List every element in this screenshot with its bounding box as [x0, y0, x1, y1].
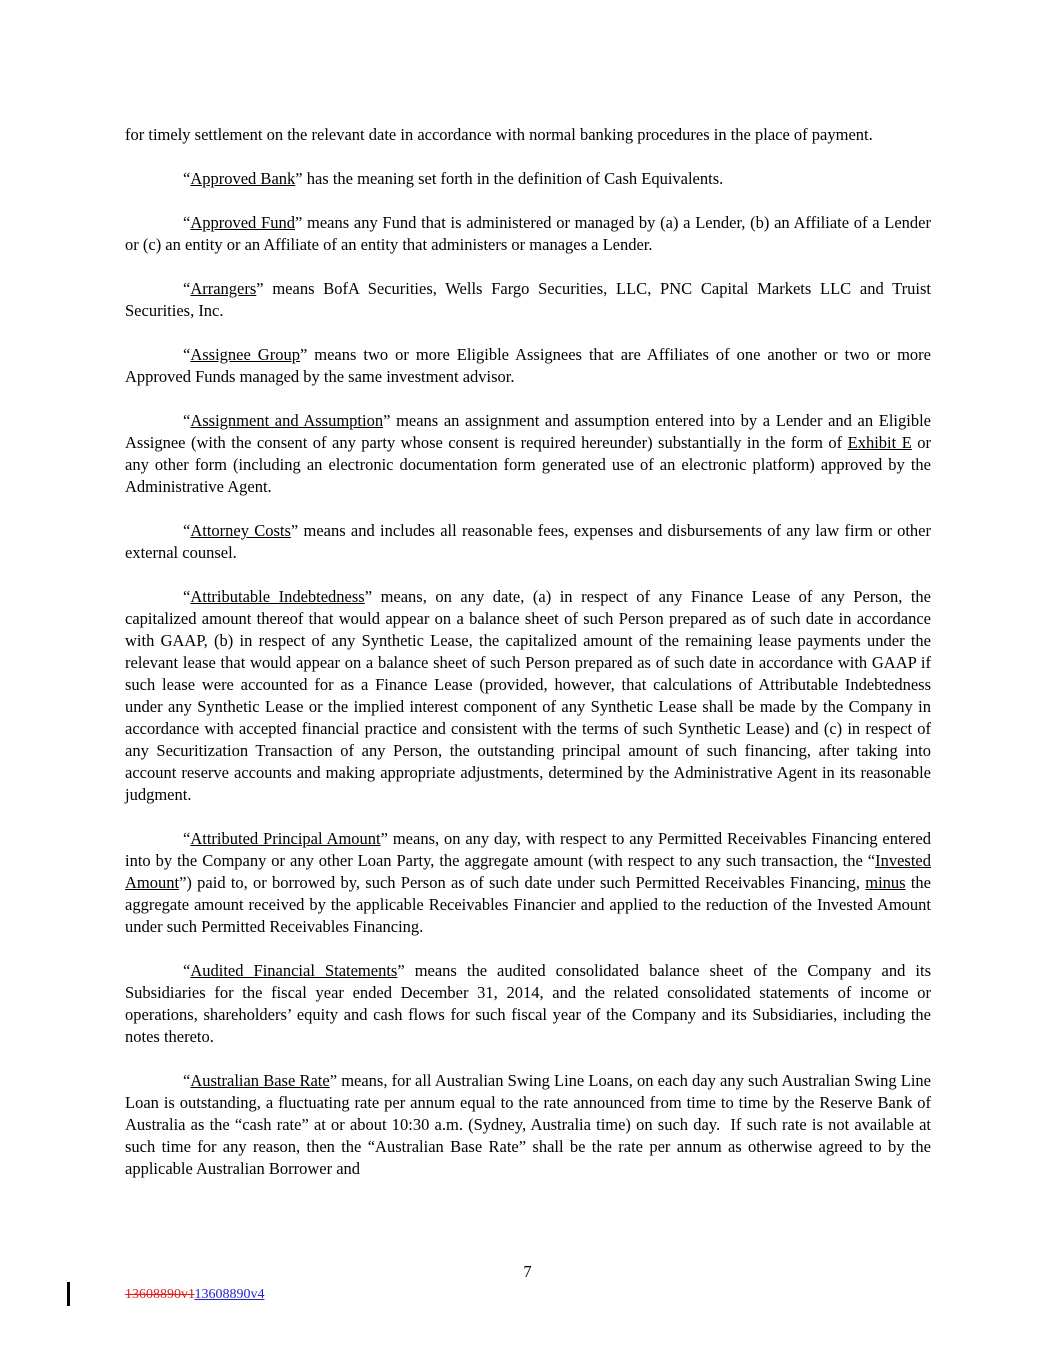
paragraph — [125, 344, 931, 388]
paragraph — [125, 168, 931, 190]
page-number: 7 — [523, 1262, 532, 1281]
text-segment: “ — [183, 587, 191, 606]
text-segment: ”) paid to, or borrowed by, such Person as of such date under such Permitted Receivables Financing, — [179, 873, 866, 892]
text-segment: “ — [183, 411, 191, 430]
defined-term: Assignee Group — [190, 345, 300, 364]
document-body — [125, 124, 931, 1202]
paragraph — [125, 520, 931, 564]
text-segment: ” means the audited consolidated balance sheet of the Company and its Subsidiaries for the fiscal year ended December 31, 2014, and the related consolidated statements of income or operations, shareholders’ equity and cash flows for such fiscal year of the Company and its Subsidiaries, including the notes thereto. — [125, 961, 931, 1046]
text-segment: “ — [183, 279, 191, 298]
defined-term: minus — [865, 873, 906, 892]
defined-term: Approved Bank — [190, 169, 296, 188]
text-segment: “ — [183, 1071, 191, 1090]
defined-term: Exhibit E — [847, 433, 912, 452]
revision-id-new: 13608890v4 — [194, 1287, 265, 1302]
defined-term: Approved Fund — [190, 213, 295, 232]
text-segment: the aggregate amount received by the applicable Receivables Financier and applied to the reduction of the Invested Amount under such Permitted Receivables Financing. — [125, 873, 931, 936]
paragraph — [125, 212, 931, 256]
defined-term: Assignment and Assumption — [190, 411, 384, 430]
text-segment: ” means two or more Eligible Assignees that are Affiliates of one another or two or more Approved Funds managed by the same investment advisor. — [125, 345, 931, 386]
text-segment: ” means an assignment and assumption entered into by a Lender and an Eligible Assignee (with the consent of any party whose consent is required hereunder) substantially in the form of — [125, 411, 931, 452]
defined-term: Australian Base Rate — [190, 1071, 330, 1090]
text-segment: ” means, for all Australian Swing Line Loans, on each day any such Australian Swing Line Loan is outstanding, a fluctuating rate per annum equal to the rate announced from time to time by the Reserve Bank of Australia as the “cash rate” at or about 10:30 a.m. (Sydney, Australia time) on such day. If such rate is not available at such time for any reason, then the “Australian Base Rate” shall be the rate per annum as otherwise agreed to by the applicable Australian Borrower and — [125, 1071, 931, 1178]
defined-term: Attributable Indebtedness — [190, 587, 365, 606]
revision-id-old: 13608890v1 — [125, 1287, 195, 1302]
defined-term: Audited Financial Statements — [190, 961, 398, 980]
defined-term: Arrangers — [190, 279, 257, 298]
text-segment: ” means, on any day, with respect to any Permitted Receivables Financing entered into by the Company or any other Loan Party, the aggregate amount (with respect to any such transaction, the “ — [125, 829, 931, 870]
text-segment: “ — [183, 829, 191, 848]
paragraph — [125, 1070, 931, 1180]
paragraph — [125, 586, 931, 806]
document-id-footer — [125, 1286, 264, 1303]
text-segment: “ — [183, 169, 191, 188]
paragraph — [125, 410, 931, 498]
defined-term: Invested Amount — [125, 851, 931, 892]
text-segment: “ — [183, 345, 191, 364]
text-segment: “ — [183, 213, 191, 232]
defined-term: Attributed Principal Amount — [190, 829, 381, 848]
text-segment: “ — [183, 521, 191, 540]
revision-change-bar — [67, 1282, 70, 1306]
text-segment: or any other form (including an electronic documentation form generated use of an electronic platform) approved by the Administrative Agent. — [125, 433, 932, 496]
text-segment: “ — [183, 961, 191, 980]
defined-term: Attorney Costs — [190, 521, 291, 540]
text-segment: for timely settlement on the relevant date in accordance with normal banking procedures in the place of payment. — [125, 125, 873, 144]
paragraph — [125, 278, 931, 322]
text-segment: ” means BofA Securities, Wells Fargo Securities, LLC, PNC Capital Markets LLC and Truist Securities, Inc. — [125, 279, 931, 320]
paragraph — [125, 828, 931, 938]
text-segment: ” means, on any date, (a) in respect of any Finance Lease of any Person, the capitalized amount thereof that would appear on a balance sheet of such Person prepared as of such date in accordance with GAAP, (b) in respect of any Synthetic Lease, the capitalized amount of the remaining lease payments under the relevant lease that would appear on a balance sheet of such Person prepared as of such date in accordance with GAAP if such lease were accounted for as a Finance Lease (provided, however, that calculations of Attributable Indebtedness under any Synthetic Lease or the implied interest component of any Synthetic Lease shall be made by the Company in accordance with accepted financial practice and consistent with the terms of such Synthetic Lease) and (c) in respect of any Securitization Transaction of any Person, the outstanding principal amount of such financing, after taking into account reserve accounts and making appropriate adjustments, determined by the Administrative Agent in its reasonable judgment. — [125, 587, 932, 804]
paragraph — [125, 124, 931, 146]
text-segment: ” means and includes all reasonable fees, expenses and disbursements of any law firm or other external counsel. — [125, 521, 931, 562]
text-segment: ” means any Fund that is administered or managed by (a) a Lender, (b) an Affiliate of a Lender or (c) an entity or an Affiliate of an entity that administers or manages a Lender. — [125, 213, 931, 254]
text-segment: ” has the meaning set forth in the definition of Cash Equivalents. — [295, 169, 724, 188]
paragraph — [125, 960, 931, 1048]
